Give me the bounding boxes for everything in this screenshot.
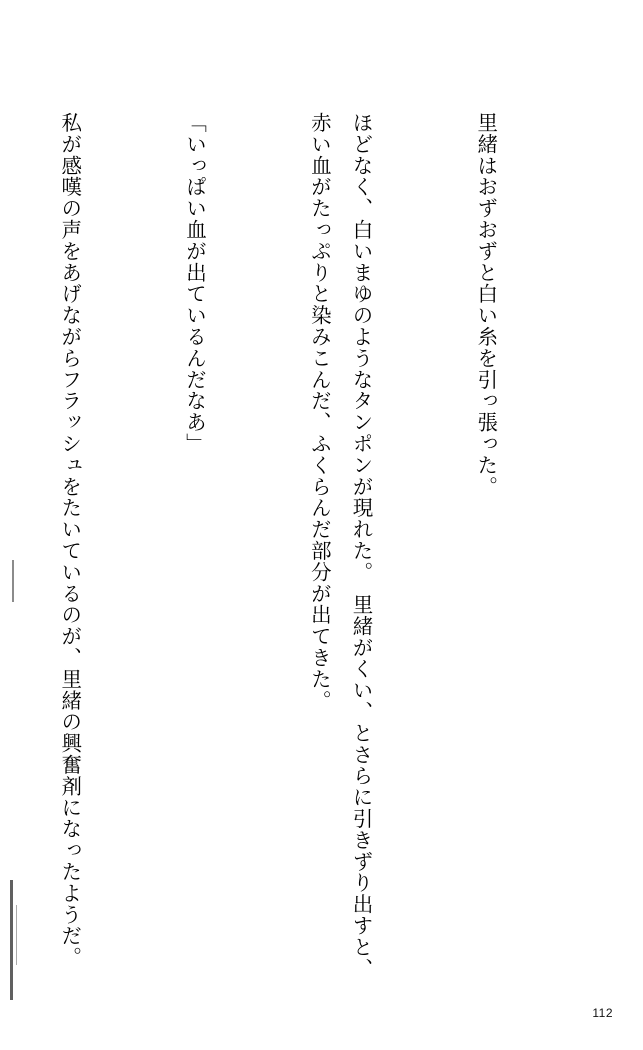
paragraph: 里緒はおずおずと白い糸を引っ張った。 xyxy=(473,112,496,498)
page-number: 112 xyxy=(592,1006,613,1020)
paragraph: ほどなく、白いまゆのようなタンポンが現れた。 里緒がくい、とさらに引きずり出すと、赤い血がたっぷりと染みこんだ、ふくらんだ部分が出てきた。 xyxy=(307,112,371,980)
paragraph: 「いっぱい血が出ているんだなあ」 xyxy=(182,112,205,455)
novel-body-text xyxy=(57,112,588,992)
paragraph: 私が感嘆の声をあげながらフラッシュをたいているのが、里緒の興奮剤になったようだ。 xyxy=(57,112,80,968)
